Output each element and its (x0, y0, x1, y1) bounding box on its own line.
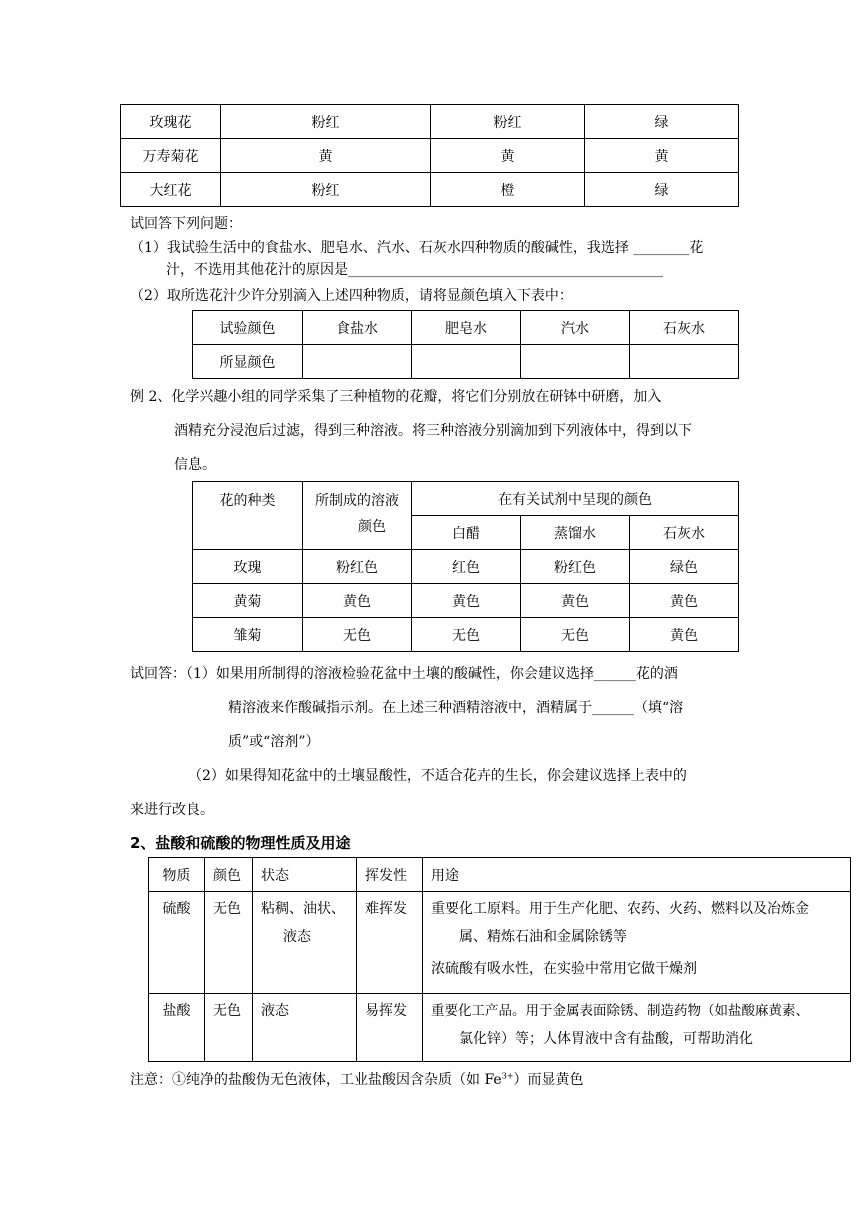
table-header-cell: 石灰水 (630, 516, 739, 550)
table-cell: 所显颜色 (193, 345, 303, 379)
table-row (193, 618, 739, 652)
table-row (149, 858, 851, 892)
question-prompt: 试回答下列问题： (130, 216, 242, 232)
table-cell: 绿 (585, 173, 739, 207)
table-cell: 玫瑰 (193, 550, 303, 584)
table-header-cell: 白醋 (412, 516, 521, 550)
table-cell: 橙 (431, 173, 585, 207)
table-cell: 玫瑰花 (121, 105, 221, 139)
table-cell: 绿色 (630, 550, 739, 584)
table-header-cell: 蒸馏水 (521, 516, 630, 550)
table-header-cell: 食盐水 (303, 311, 412, 345)
table-cell: 无色 (205, 892, 253, 994)
question-part-2: （2）取所选花汁少许分别滴入上述四种物质，请将显颜色填入下表中： (130, 288, 573, 304)
table-header-cell: 汽水 (521, 311, 630, 345)
table-header-cell: 试验颜色 (193, 311, 303, 345)
table-cell: 粉红色 (521, 550, 630, 584)
table-cell: 绿 (585, 105, 739, 139)
table-cell (253, 892, 357, 994)
use-line: 重要化工产品。用于金属表面除锈、制造药物（如盐酸麻黄素、 (431, 1003, 809, 1019)
table-cell: 黄菊 (193, 584, 303, 618)
note-superscript: 3+ (501, 1071, 514, 1081)
table-row (193, 550, 739, 584)
use-line: 氯化锌）等；人体胃液中含有盐酸，可帮助消化 (459, 1031, 753, 1047)
use-line: 重要化工原料。用于生产化肥、农药、火药、燃料以及冶炼金 (431, 901, 809, 917)
table-cell: 黄色 (521, 584, 630, 618)
table-cell: 无色 (412, 618, 521, 652)
example-2-line-3: 信息。 (174, 457, 216, 473)
table-row (193, 584, 739, 618)
note-text: 注意：①纯净的盐酸伪无色液体，工业盐酸因含杂质（如 Fe (130, 1072, 502, 1088)
table-header-cell: 物质 (149, 858, 205, 892)
use-line: 属、精炼石油和金属除锈等 (459, 929, 627, 945)
question-2-line-3: 质”或“溶剂”） (228, 734, 320, 750)
table-header-cell: 在有关试剂中呈现的颜色 (412, 482, 739, 516)
table-cell: 粉红 (431, 105, 585, 139)
table-row (193, 482, 739, 516)
table-cell: 硫酸 (149, 892, 205, 994)
table-row (121, 139, 739, 173)
table-cell: 红色 (412, 550, 521, 584)
acid-properties-table (148, 857, 851, 1062)
use-line: 浓硫酸有吸水性，在实验中常用它做干燥剂 (431, 961, 697, 977)
blank-cell (303, 345, 412, 379)
table-header-cell: 肥皂水 (412, 311, 521, 345)
table-header-cell: 花的种类 (193, 482, 303, 550)
table-row (193, 345, 739, 379)
question-2-line-5: 来进行改良。 (130, 802, 214, 818)
table-cell: 黄色 (630, 618, 739, 652)
table-cell: 无色 (303, 618, 412, 652)
table-cell: 液态 (253, 994, 357, 1062)
question-part-1-cont: 汁，不选用其他花汁的原因是_____________________________________________ (166, 262, 663, 278)
question-2-line-4: （2）如果得知花盆中的土壤显酸性，不适合花卉的生长，你会建议选择上表中的 (188, 768, 687, 784)
state-line: 粘稠、油状、 (261, 901, 345, 917)
note (130, 1069, 583, 1089)
table-cell: 粉红 (221, 173, 431, 207)
table-row (121, 105, 739, 139)
indicator-table (192, 481, 739, 652)
blank-cell (521, 345, 630, 379)
section-title: 2、盐酸和硫酸的物理性质及用途 (130, 834, 351, 852)
table-cell: 大红花 (121, 173, 221, 207)
table-row (193, 311, 739, 345)
blank-cell (412, 345, 521, 379)
table-cell: 万寿菊花 (121, 139, 221, 173)
table-row (149, 892, 851, 994)
example-2-line-1: 例 2、化学兴趣小组的同学采集了三种植物的花瓣，将它们分别放在研钵中研磨，加入 (130, 389, 662, 405)
flower-color-table (120, 104, 739, 207)
table-cell: 粉红色 (303, 550, 412, 584)
table-cell: 黄 (585, 139, 739, 173)
table-cell: 雏菊 (193, 618, 303, 652)
table-cell: 黄 (431, 139, 585, 173)
table-cell: 黄色 (630, 584, 739, 618)
table-header-cell: 挥发性 (357, 858, 423, 892)
answer-table (192, 310, 739, 379)
example-2-line-2: 酒精充分浸泡后过滤，得到三种溶液。将三种溶液分别滴加到下列液体中，得到以下 (174, 423, 692, 439)
table-cell: 黄 (221, 139, 431, 173)
table-cell: 黄色 (412, 584, 521, 618)
table-cell: 无色 (521, 618, 630, 652)
question-2-line-1: 试回答：（1）如果用所制得的溶液检验花盆中土壤的酸碱性，你会建议选择______花的酒 (130, 666, 678, 682)
blank-cell (630, 345, 739, 379)
table-row (149, 994, 851, 1062)
table-cell (423, 994, 851, 1062)
table-header-cell: 状态 (253, 858, 357, 892)
table-cell (423, 892, 851, 994)
table-header-cell: 用途 (423, 858, 851, 892)
table-cell: 粉红 (221, 105, 431, 139)
table-cell: 盐酸 (149, 994, 205, 1062)
table-header-cell: 石灰水 (630, 311, 739, 345)
note-text-end: ）而显黄色 (513, 1072, 584, 1088)
header-line: 颜色 (358, 519, 386, 535)
question-part-1: （1）我试验生活中的食盐水、肥皂水、汽水、石灰水四种物质的酸碱性，我选择 ________花 (130, 240, 704, 256)
table-header-cell (303, 482, 412, 550)
table-cell: 难挥发 (357, 892, 423, 994)
header-line: 所制成的溶液 (315, 493, 399, 509)
table-header-cell: 颜色 (205, 858, 253, 892)
question-2-line-2: 精溶液来作酸碱指示剂。在上述三种酒精溶液中，酒精属于______（填“溶 (228, 700, 684, 716)
table-cell: 易挥发 (357, 994, 423, 1062)
table-cell: 无色 (205, 994, 253, 1062)
table-cell: 黄色 (303, 584, 412, 618)
table-row (121, 173, 739, 207)
state-line: 液态 (283, 929, 311, 945)
